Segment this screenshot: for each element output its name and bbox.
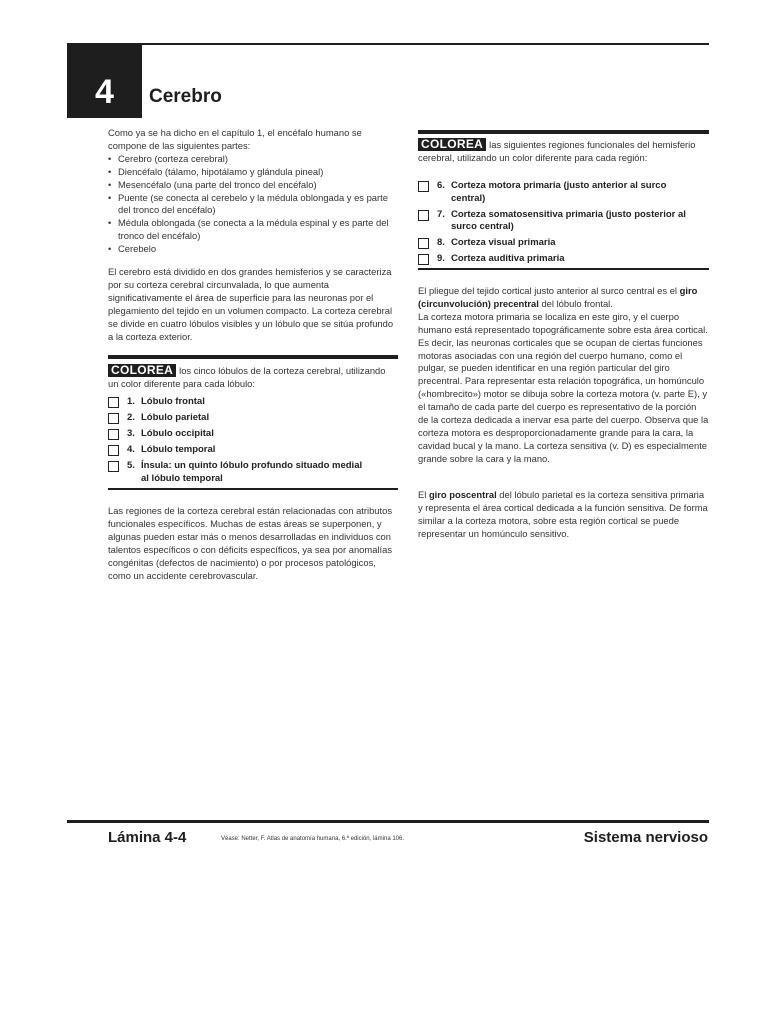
color-checkbox[interactable] [108,397,119,408]
chapter-title: Cerebro [149,86,222,107]
color-checkbox[interactable] [418,238,429,249]
header-rule [142,43,709,45]
postcentral-term: giro poscentral [428,489,497,500]
colorea-label: COLOREA [108,364,176,377]
lobes-task-heading [108,364,398,391]
item-number: 4. [127,444,135,456]
precentral-lead: El pliegue del tejido cortical justo anterior al surco central es el [418,285,677,296]
checklist-item [108,396,398,409]
task-band-bottom [108,488,398,490]
item-number: 5. [127,460,135,472]
color-checkbox[interactable] [108,429,119,440]
postcentral-paragraph [418,489,709,541]
item-number: 6. [437,180,445,191]
precentral-term: giro (circunvolución) precentral [418,285,698,309]
item-number: 2. [127,412,135,424]
checklist-item [418,180,709,205]
checklist-item [418,237,709,250]
chapter-number: 4 [67,43,142,118]
list-item: • Mesencéfalo (una parte del tronco del encéfalo) [108,179,398,192]
brain-parts-list [108,153,398,256]
lobes-checklist [108,396,398,489]
task-band-top [418,130,709,134]
regions-checklist [418,180,709,269]
postcentral-lead: El [418,489,427,500]
item-number: 9. [437,253,445,265]
checklist-item [108,412,398,425]
color-checkbox[interactable] [418,254,429,265]
item-number: 1. [127,396,135,407]
precentral-tail: del lóbulo frontal. [541,297,613,309]
list-item: • Cerebro (corteza cerebral) [108,153,398,166]
regions-task-instruction: las siguientes regiones funcionales del hemisferio cerebral, utilizando un color diferente para cada región: [418,139,696,163]
item-number: 8. [437,237,445,249]
item-label: Ínsula: un quinto lóbulo profundo situado medial al lóbulo temporal [141,460,363,484]
item-label: Lóbulo parietal [141,412,210,424]
list-item: • Puente (se conecta al cerebelo y la médula oblongada y es parte del tronco del encéfalo) [108,192,398,218]
list-item: • Diencéfalo (tálamo, hipotálamo y glándula pineal) [108,166,398,179]
hemispheres-paragraph: El cerebro está dividido en dos grandes hemisferios y se caracteriza por su corteza cerebral circunvalada, lo que aumenta significativamente el área de superficie para las neuronas por el plegamiento del tejido en un volumen compacto. La corteza cerebral se divide en cuatro lóbulos visibles y un lóbulo que se sitúa profundo a la corteza exterior. [108,266,394,342]
postcentral-body: del lóbulo parietal es la corteza sensitiva primaria y representa el área cortical dedicada a la función sensitiva. De forma similar a la corteza motora, sobre esta región cortical se puede representar un homúnculo sensitivo. [418,489,708,539]
task-band-top [108,355,398,359]
intro-section [108,127,398,256]
checklist-item [418,209,709,234]
intro-lead: Como ya se ha dicho en el capítulo 1, el encéfalo humano se compone de las siguientes partes: [108,127,362,151]
color-checkbox[interactable] [108,413,119,424]
item-label: Corteza somatosensitiva primaria (justo posterior al surco central) [451,208,686,233]
regions-paragraph: Las regiones de la corteza cerebral están relacionadas con atributos funcionales específicos. Muchas de estas áreas se superponen, y algunas pueden estar más o menos desarrolladas en individuos con talentos específicos o con déficits específicos, ya sea por anomalías congénitas (defectos de nacimiento) o por procesos patológicos, como un accidente cerebrovascular. [108,505,393,581]
item-number: 7. [437,208,445,220]
checklist-item [108,428,398,441]
item-number: 3. [127,428,135,440]
colorea-label: COLOREA [418,138,486,151]
item-label: Lóbulo temporal [141,444,216,456]
checklist-item [108,460,398,485]
list-item: • Cerebelo [108,243,398,256]
regions-task-heading [418,138,709,165]
section-name: Sistema nervioso [583,829,708,846]
item-label: Lóbulo occipital [141,428,214,440]
item-label: Corteza auditiva primaria [451,253,565,265]
precentral-body: La corteza motora primaria se localiza en este giro, y el cuerpo humano está representado topográficamente sobre esta área cortical. Es decir, las neuronas corticales que se ocupan de ciertas funciones motoras asociadas con una región del cuerpo humano, como el pulgar, se pueden identificar en una región particular del giro precentral. Para representar esta relación topográfica, un homúnculo («hombrecito») motor se dibuja sobre la corteza motora (v. parte E), y el tamaño de cada parte del cuerpo es representativo de la porción de la corteza dedicada a inervar esa parte del cuerpo. Observa que la corteza motora es desproporcionadamente grande para la cara, la cavidad bucal y la mano. La corteza sensitiva (v. D) es especialmente grande sobre la cara y la mano. [418,310,709,464]
footer-rule [67,820,709,823]
color-checkbox[interactable] [418,181,429,192]
color-checkbox[interactable] [108,445,119,456]
precentral-paragraph [418,285,709,466]
color-checkbox[interactable] [108,461,119,472]
color-checkbox[interactable] [418,210,429,221]
lobes-task-instruction: los cinco lóbulos de la corteza cerebral, utilizando un color diferente para cada lóbulo: [108,365,386,389]
atlas-reference: Véase: Netter, F. Atlas de anatomía humana, 6.ª edición, lámina 106. [221,836,404,842]
checklist-item [418,253,709,266]
item-label: Lóbulo frontal [141,396,205,407]
list-item: • Médula oblongada (se conecta a la médula espinal y es parte del tronco del encéfalo) [108,217,398,243]
item-label: Corteza motora primaria (justo anterior al surco central) [451,180,667,204]
checklist-item [108,444,398,457]
item-label: Corteza visual primaria [451,237,556,249]
task-band-bottom [418,268,709,270]
plate-number: Lámina 4-4 [108,829,187,846]
